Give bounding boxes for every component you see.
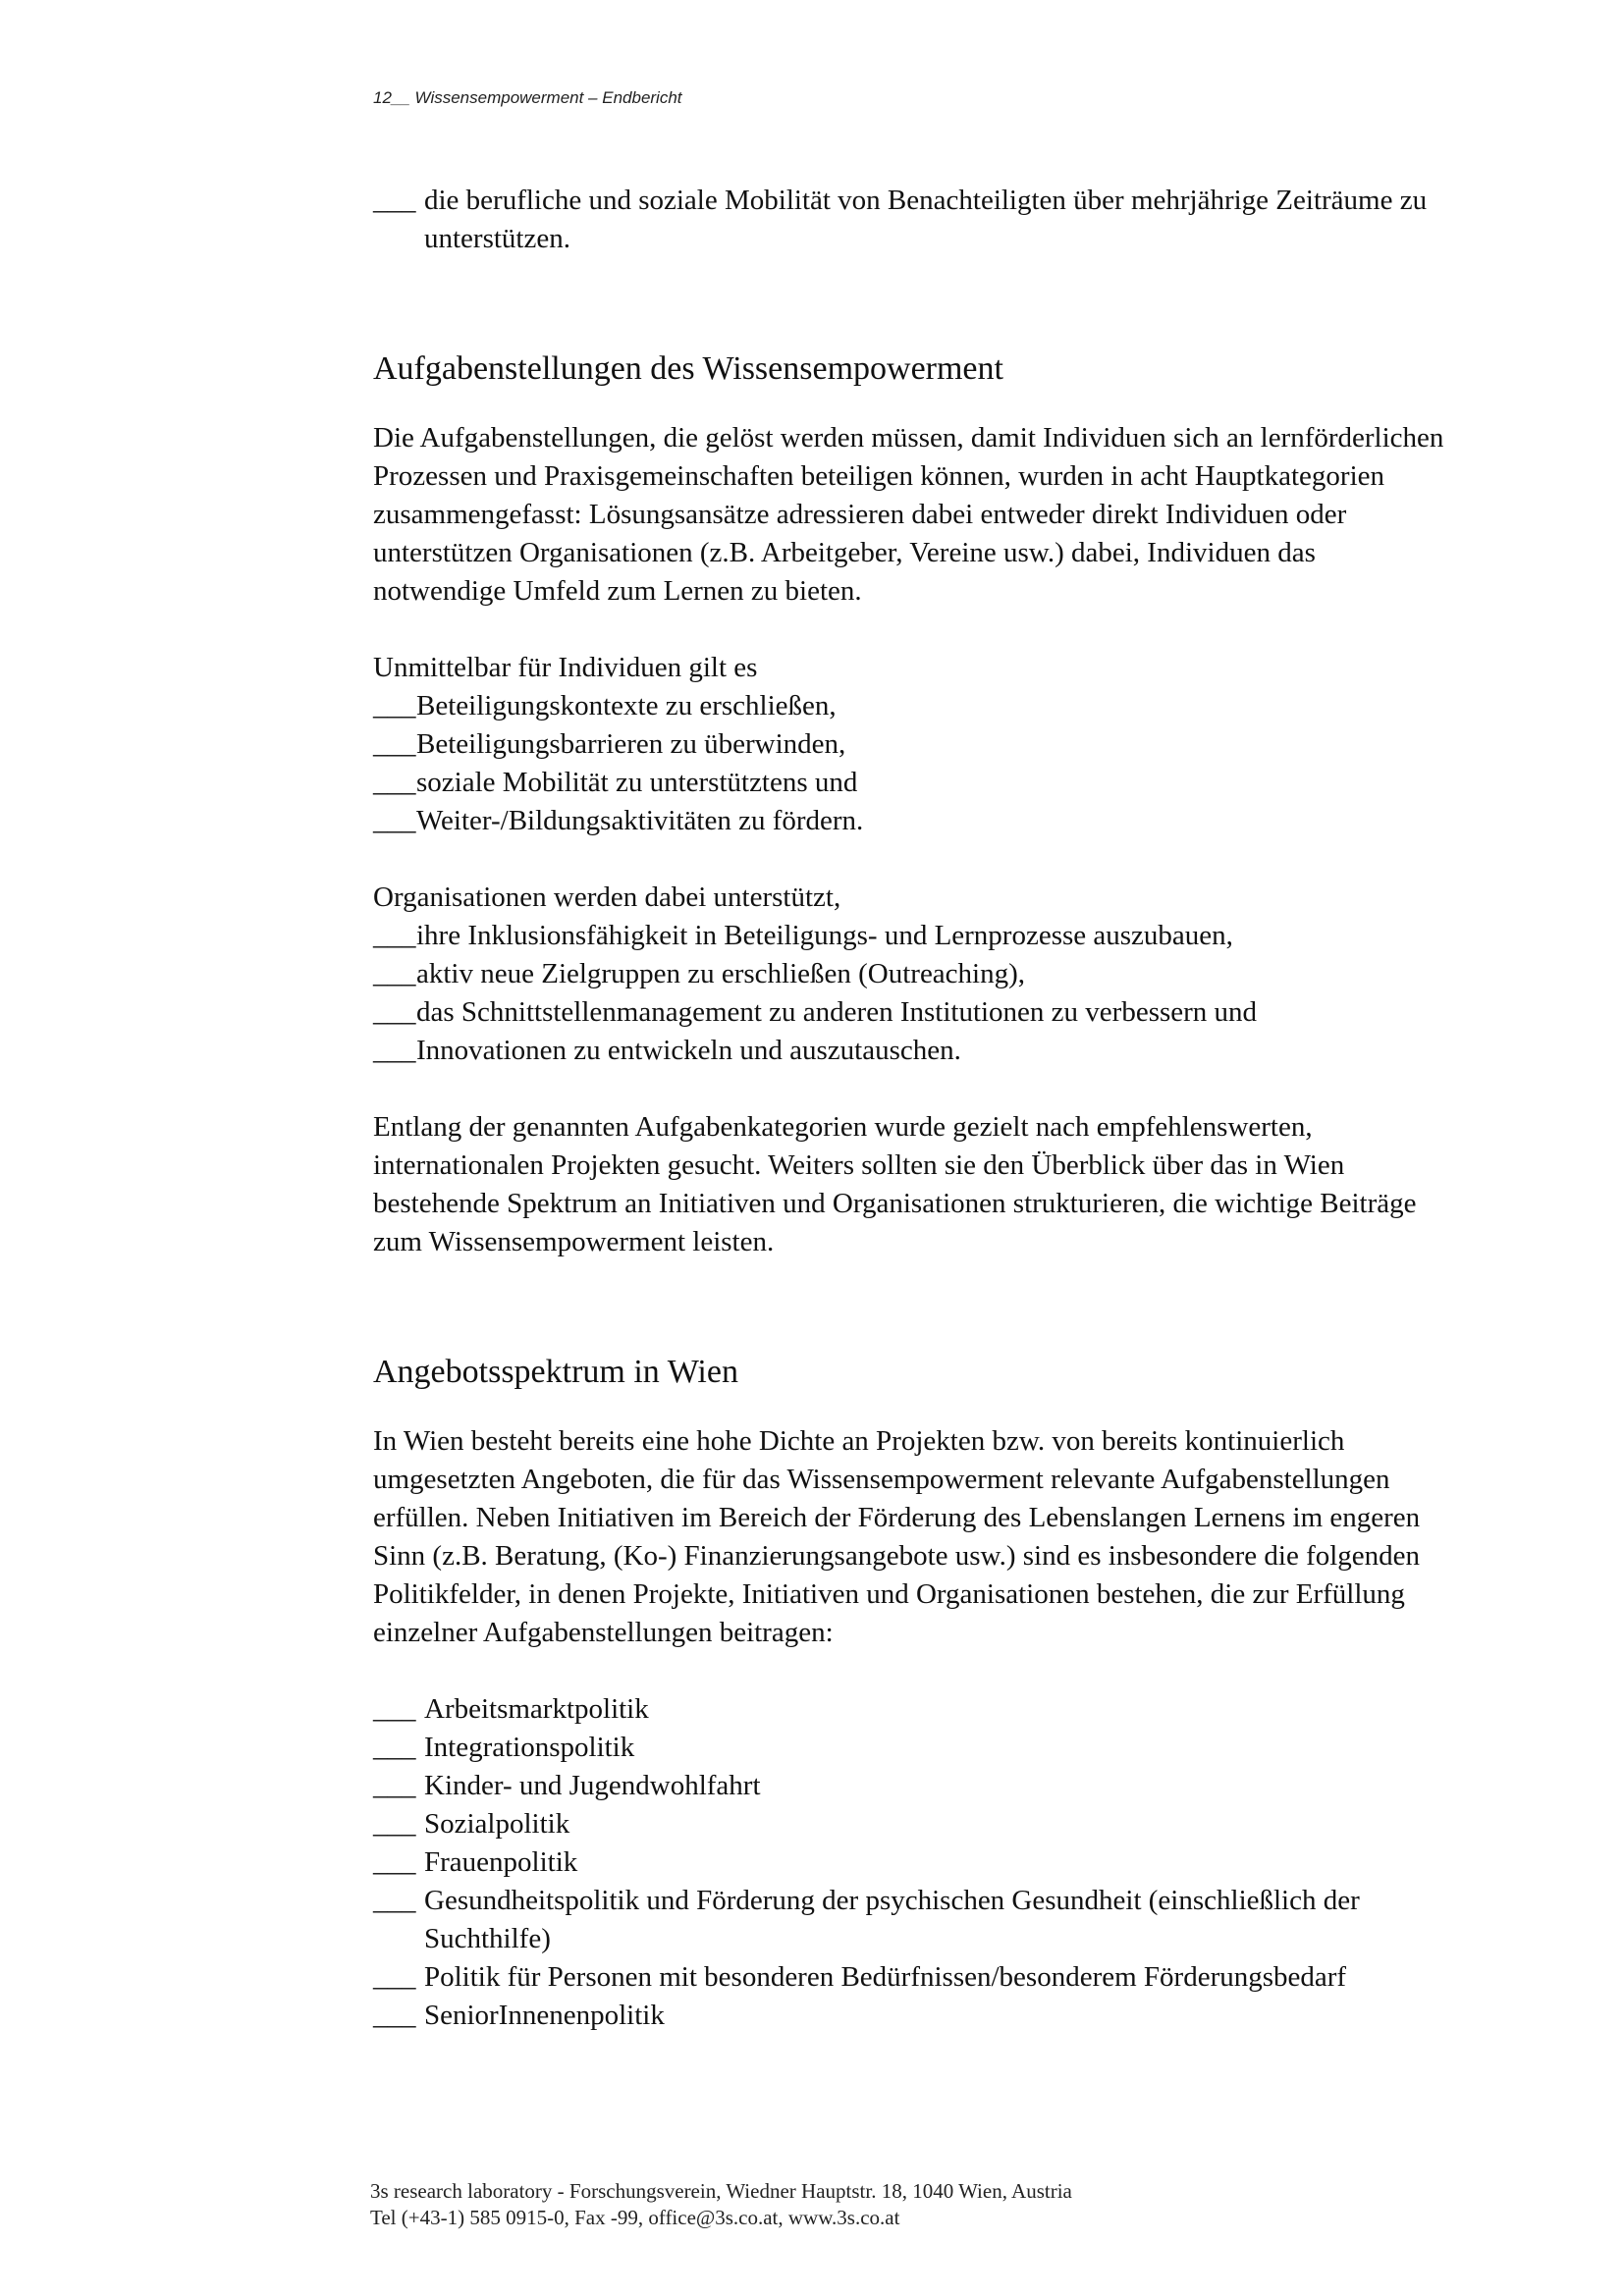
- list-dash: ___: [373, 996, 416, 1028]
- list-item: [373, 687, 1453, 725]
- list-item-text: Arbeitsmarktpolitik: [424, 1693, 649, 1725]
- list-dash: ___: [373, 805, 416, 836]
- policy-list: [373, 1690, 1453, 2035]
- list-item-text: das Schnittstellenmanagement zu anderen Institutionen zu verbessern und: [416, 996, 1258, 1028]
- list-item: [373, 1032, 1453, 1070]
- organisations-intro: Organisationen werden dabei unterstützt,: [373, 881, 841, 913]
- list-item-text: aktiv neue Zielgruppen zu erschließen (Outreaching),: [416, 958, 1026, 989]
- individuals-list: [373, 687, 1453, 840]
- list-item: [373, 1843, 1453, 1882]
- list-item-text: die berufliche und soziale Mobilität von Benachteiligten über mehrjährige Zeiträume zu unterstützen.: [424, 185, 1428, 254]
- footer-address: 3s research laboratory - Forschungsverein, Wiedner Hauptstr. 18, 1040 Wien, Austria: [370, 2179, 1072, 2203]
- list-dash: ___: [373, 1693, 416, 1725]
- list-item: [373, 1997, 1453, 2035]
- running-header: 12__ Wissensempowerment – Endbericht: [373, 88, 682, 107]
- list-dash: ___: [373, 1808, 416, 1840]
- list-item: [373, 802, 1453, 840]
- list-item: [373, 725, 1453, 764]
- list-item: [373, 1882, 1453, 1958]
- section-paragraph: In Wien besteht bereits eine hohe Dichte an Projekten bzw. von bereits kontinuierlich umgesetzten Angeboten, die für das Wissensempowerment relevante Aufgabenstellungen erfüllen. Neben Initiativen im Bereich der Förderung des Lebenslangen Lernens im engeren Sinn (z.B. Beratung, (Ko-) Finanzierungsangebote usw.) sind es insbesondere die folgenden Politikfelder, in denen Projekte, Initiativen und Organisationen bestehen, die zur Erfüllung einzelner Aufgabenstellungen beitragen:: [373, 1425, 1421, 1648]
- list-item-text: Sozialpolitik: [424, 1808, 570, 1840]
- list-dash: ___: [373, 728, 416, 760]
- intro-list: [373, 182, 1453, 258]
- list-item-text: ihre Inklusionsfähigkeit in Beteiligungs- und Lernprozesse auszubauen,: [416, 920, 1233, 951]
- list-item-text: SeniorInnenenpolitik: [424, 2000, 665, 2031]
- section-paragraph: Die Aufgabenstellungen, die gelöst werden müssen, damit Individuen sich an lernförderlichen Prozessen und Praxisgemeinschaften beteiligen können, wurden in acht Hauptkategorien zusammengefasst: Lösungsansätze adressieren dabei entweder direkt Individuen oder unterstützen Organisationen (z.B. Arbeitgeber, Vereine usw.) dabei, Individuen das notwendige Umfeld zum Lernen zu bieten.: [373, 422, 1444, 607]
- list-dash: ___: [373, 690, 416, 721]
- list-dash: ___: [373, 185, 416, 216]
- list-item: [373, 1805, 1453, 1843]
- list-dash: ___: [373, 1770, 416, 1801]
- list-item-text: Frauenpolitik: [424, 1846, 578, 1878]
- document-body: [373, 182, 1453, 2035]
- list-dash: ___: [373, 920, 416, 951]
- list-item-text: Kinder- und Jugendwohlfahrt: [424, 1770, 761, 1801]
- list-item: [373, 1729, 1453, 1767]
- list-dash: ___: [373, 958, 416, 989]
- list-item: [373, 1690, 1453, 1729]
- section-heading: Angebotsspektrum in Wien: [373, 1354, 738, 1390]
- list-dash: ___: [373, 1846, 416, 1878]
- list-item: [373, 955, 1453, 993]
- list-item: [373, 1958, 1453, 1997]
- list-item: [373, 993, 1453, 1032]
- list-item: [373, 182, 1453, 258]
- list-item-text: Beteiligungskontexte zu erschließen,: [416, 690, 837, 721]
- page-footer: [370, 2178, 1072, 2231]
- list-item-text: soziale Mobilität zu unterstütztens und: [416, 767, 858, 798]
- list-dash: ___: [373, 1035, 416, 1066]
- list-item: [373, 764, 1453, 802]
- list-dash: ___: [373, 1885, 416, 1916]
- section-heading: Aufgabenstellungen des Wissensempowerment: [373, 350, 1003, 387]
- list-item-text: Integrationspolitik: [424, 1732, 635, 1763]
- list-dash: ___: [373, 2000, 416, 2031]
- list-dash: ___: [373, 1961, 416, 1993]
- individuals-intro: Unmittelbar für Individuen gilt es: [373, 652, 758, 683]
- list-item-text: Weiter-/Bildungsaktivitäten zu fördern.: [416, 805, 864, 836]
- list-dash: ___: [373, 767, 416, 798]
- footer-contact: Tel (+43-1) 585 0915-0, Fax -99, office@3s.co.at, www.3s.co.at: [370, 2206, 900, 2229]
- list-item-text: Gesundheitspolitik und Förderung der psychischen Gesundheit (einschließlich der Suchthilfe): [424, 1885, 1360, 1954]
- list-item-text: Beteiligungsbarrieren zu überwinden,: [416, 728, 846, 760]
- list-item: [373, 1767, 1453, 1805]
- list-item-text: Politik für Personen mit besonderen Bedürfnissen/besonderem Förderungsbedarf: [424, 1961, 1347, 1993]
- list-item-text: Innovationen zu entwickeln und auszutauschen.: [416, 1035, 961, 1066]
- list-dash: ___: [373, 1732, 416, 1763]
- section-closing-paragraph: Entlang der genannten Aufgabenkategorien wurde gezielt nach empfehlenswerten, internationalen Projekten gesucht. Weiters sollten sie den Überblick über das in Wien bestehende Spektrum an Initiativen und Organisationen strukturieren, die wichtige Beiträge zum Wissensempowerment leisten.: [373, 1111, 1417, 1257]
- list-item: [373, 917, 1453, 955]
- organisations-list: [373, 917, 1453, 1070]
